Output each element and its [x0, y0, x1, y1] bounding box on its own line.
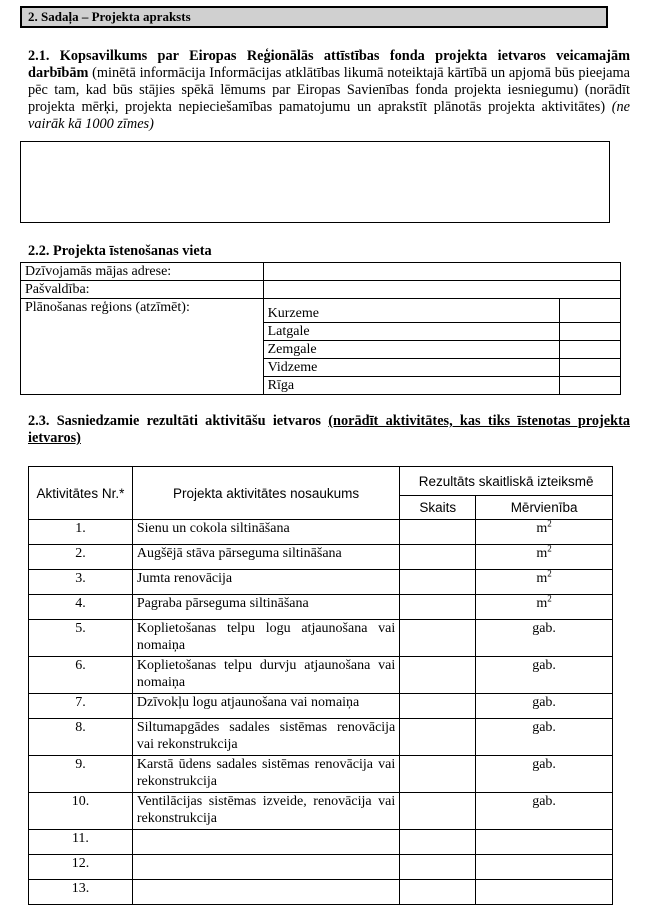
activity-unit — [476, 793, 613, 830]
unit-label: m — [536, 571, 548, 586]
region-zemgale-label: Zemgale — [263, 341, 559, 359]
unit-exponent: 2 — [547, 568, 552, 579]
unit-exponent: 2 — [547, 593, 552, 604]
municipality-label: Pašvaldība: — [21, 281, 264, 299]
unit-exponent: 2 — [547, 543, 552, 554]
activity-count-field[interactable] — [400, 694, 476, 719]
activity-name: Pagraba pārseguma siltināšana — [132, 595, 399, 620]
activity-count-field[interactable] — [400, 855, 476, 880]
activity-nr: 4. — [29, 595, 133, 620]
activity-unit — [476, 570, 613, 595]
table-row — [29, 880, 613, 905]
activity-count-field[interactable] — [400, 793, 476, 830]
results-heading — [28, 413, 630, 447]
municipality-field[interactable] — [263, 281, 620, 299]
activity-count-field[interactable] — [400, 620, 476, 657]
activity-unit[interactable] — [476, 880, 613, 905]
activity-unit — [476, 756, 613, 793]
activity-count-field[interactable] — [400, 545, 476, 570]
activity-unit — [476, 657, 613, 694]
region-vidzeme-checkbox[interactable] — [560, 359, 621, 377]
activity-unit[interactable] — [476, 830, 613, 855]
col-header-unit: Mērvienība — [476, 496, 613, 520]
activity-count-field[interactable] — [400, 880, 476, 905]
results-heading-note: (norādīt aktivitātes, kas tiks īstenotas projekta ietvaros) — [28, 413, 630, 446]
activity-name: Augšējā stāva pārseguma siltināšana — [132, 545, 399, 570]
unit-label: m — [536, 521, 548, 536]
region-label: Plānošanas reģions (atzīmēt): — [21, 299, 264, 395]
activity-unit — [476, 520, 613, 545]
section-title: 2. Sadaļa – Projekta apraksts — [28, 9, 191, 24]
activity-count-field[interactable] — [400, 570, 476, 595]
activity-name[interactable] — [132, 880, 399, 905]
address-label: Dzīvojamās mājas adrese: — [21, 263, 264, 281]
region-riga-label: Rīga — [263, 377, 559, 395]
location-table — [20, 262, 621, 395]
unit-label: gab. — [532, 794, 556, 809]
table-row — [29, 793, 613, 830]
activity-nr: 10. — [29, 793, 133, 830]
activity-nr: 8. — [29, 719, 133, 756]
activity-name: Sienu un cokola siltināšana — [132, 520, 399, 545]
activity-nr: 9. — [29, 756, 133, 793]
activity-count-field[interactable] — [400, 756, 476, 793]
activity-name: Koplietošanas telpu logu atjaunošana vai nomaiņa — [132, 620, 399, 657]
activity-name[interactable] — [132, 830, 399, 855]
activity-count-field[interactable] — [400, 719, 476, 756]
activity-name: Ventilācijas sistēmas izveide, renovācija vai rekonstrukcija — [132, 793, 399, 830]
summary-description — [28, 48, 630, 133]
table-row — [29, 620, 613, 657]
activity-nr: 7. — [29, 694, 133, 719]
activity-count-field[interactable] — [400, 657, 476, 694]
summary-textbox[interactable] — [20, 141, 610, 223]
activity-name: Karstā ūdens sadales sistēmas renovācija vai rekonstrukcija — [132, 756, 399, 793]
activity-count-field[interactable] — [400, 830, 476, 855]
table-row — [29, 855, 613, 880]
activity-unit[interactable] — [476, 855, 613, 880]
activity-nr: 13. — [29, 880, 133, 905]
activity-name: Jumta renovācija — [132, 570, 399, 595]
activity-nr: 3. — [29, 570, 133, 595]
activity-unit — [476, 545, 613, 570]
table-row — [29, 719, 613, 756]
region-zemgale-checkbox[interactable] — [560, 341, 621, 359]
unit-exponent: 2 — [547, 518, 552, 529]
activity-count-field[interactable] — [400, 595, 476, 620]
region-kurzeme-label: Kurzeme — [263, 305, 559, 323]
location-heading: 2.2. Projekta īstenošanas vieta — [28, 243, 212, 259]
col-header-count: Skaits — [400, 496, 476, 520]
summary-heading: 2.1. Kopsavilkums par Eiropas Reģionālās attīstības fonda projekta ietvaros veicamajām darbībām — [28, 48, 630, 81]
table-row — [29, 545, 613, 570]
results-heading-title: 2.3. Sasniedzamie rezultāti aktivitāšu ietvaros — [28, 413, 321, 429]
region-kurzeme-checkbox[interactable] — [560, 305, 621, 323]
col-header-result: Rezultāts skaitliskā izteiksmē — [400, 467, 613, 496]
table-row — [29, 520, 613, 545]
table-row — [29, 595, 613, 620]
activity-nr: 12. — [29, 855, 133, 880]
activity-unit — [476, 719, 613, 756]
unit-label: gab. — [532, 720, 556, 735]
region-latgale-label: Latgale — [263, 323, 559, 341]
unit-label: m — [536, 546, 548, 561]
results-table — [28, 466, 613, 905]
region-vidzeme-label: Vidzeme — [263, 359, 559, 377]
table-row — [29, 570, 613, 595]
activity-unit — [476, 694, 613, 719]
region-latgale-checkbox[interactable] — [560, 323, 621, 341]
table-row — [29, 657, 613, 694]
activity-nr: 5. — [29, 620, 133, 657]
activity-name: Koplietošanas telpu durvju atjaunošana vai nomaiņa — [132, 657, 399, 694]
col-header-name: Projekta aktivitātes nosaukums — [132, 467, 399, 520]
activity-count-field[interactable] — [400, 520, 476, 545]
activity-nr: 2. — [29, 545, 133, 570]
activity-unit — [476, 620, 613, 657]
unit-label: gab. — [532, 658, 556, 673]
summary-instructions: (minētā informācija Informācijas atklātības likumā noteiktajā kārtībā un apjomā būs pieejama pēc tam, kad būs stājies spēkā lēmums par Eiropas Savienības fonda projekta iesniegumu) (norādīt projekta mērķi, projekta nepieciešamības pamatojumu un aprakstīt plānotās projekta aktivitātes) — [28, 65, 630, 115]
section-header — [20, 6, 608, 28]
unit-label: gab. — [532, 695, 556, 710]
table-row — [29, 756, 613, 793]
activity-nr: 6. — [29, 657, 133, 694]
summary-char-limit: (ne vairāk kā 1000 zīmes) — [28, 99, 631, 132]
table-row — [29, 694, 613, 719]
col-header-nr: Aktivitātes Nr.* — [29, 467, 133, 520]
activity-name: Dzīvokļu logu atjaunošana vai nomaiņa — [132, 694, 399, 719]
activity-unit — [476, 595, 613, 620]
activity-nr: 1. — [29, 520, 133, 545]
unit-label: gab. — [532, 621, 556, 636]
region-riga-checkbox[interactable] — [560, 377, 621, 395]
table-row — [29, 830, 613, 855]
activity-name: Siltumapgādes sadales sistēmas renovācija vai rekonstrukcija — [132, 719, 399, 756]
activity-name[interactable] — [132, 855, 399, 880]
address-field[interactable] — [263, 263, 620, 281]
unit-label: gab. — [532, 757, 556, 772]
unit-label: m — [536, 596, 548, 611]
activity-nr: 11. — [29, 830, 133, 855]
